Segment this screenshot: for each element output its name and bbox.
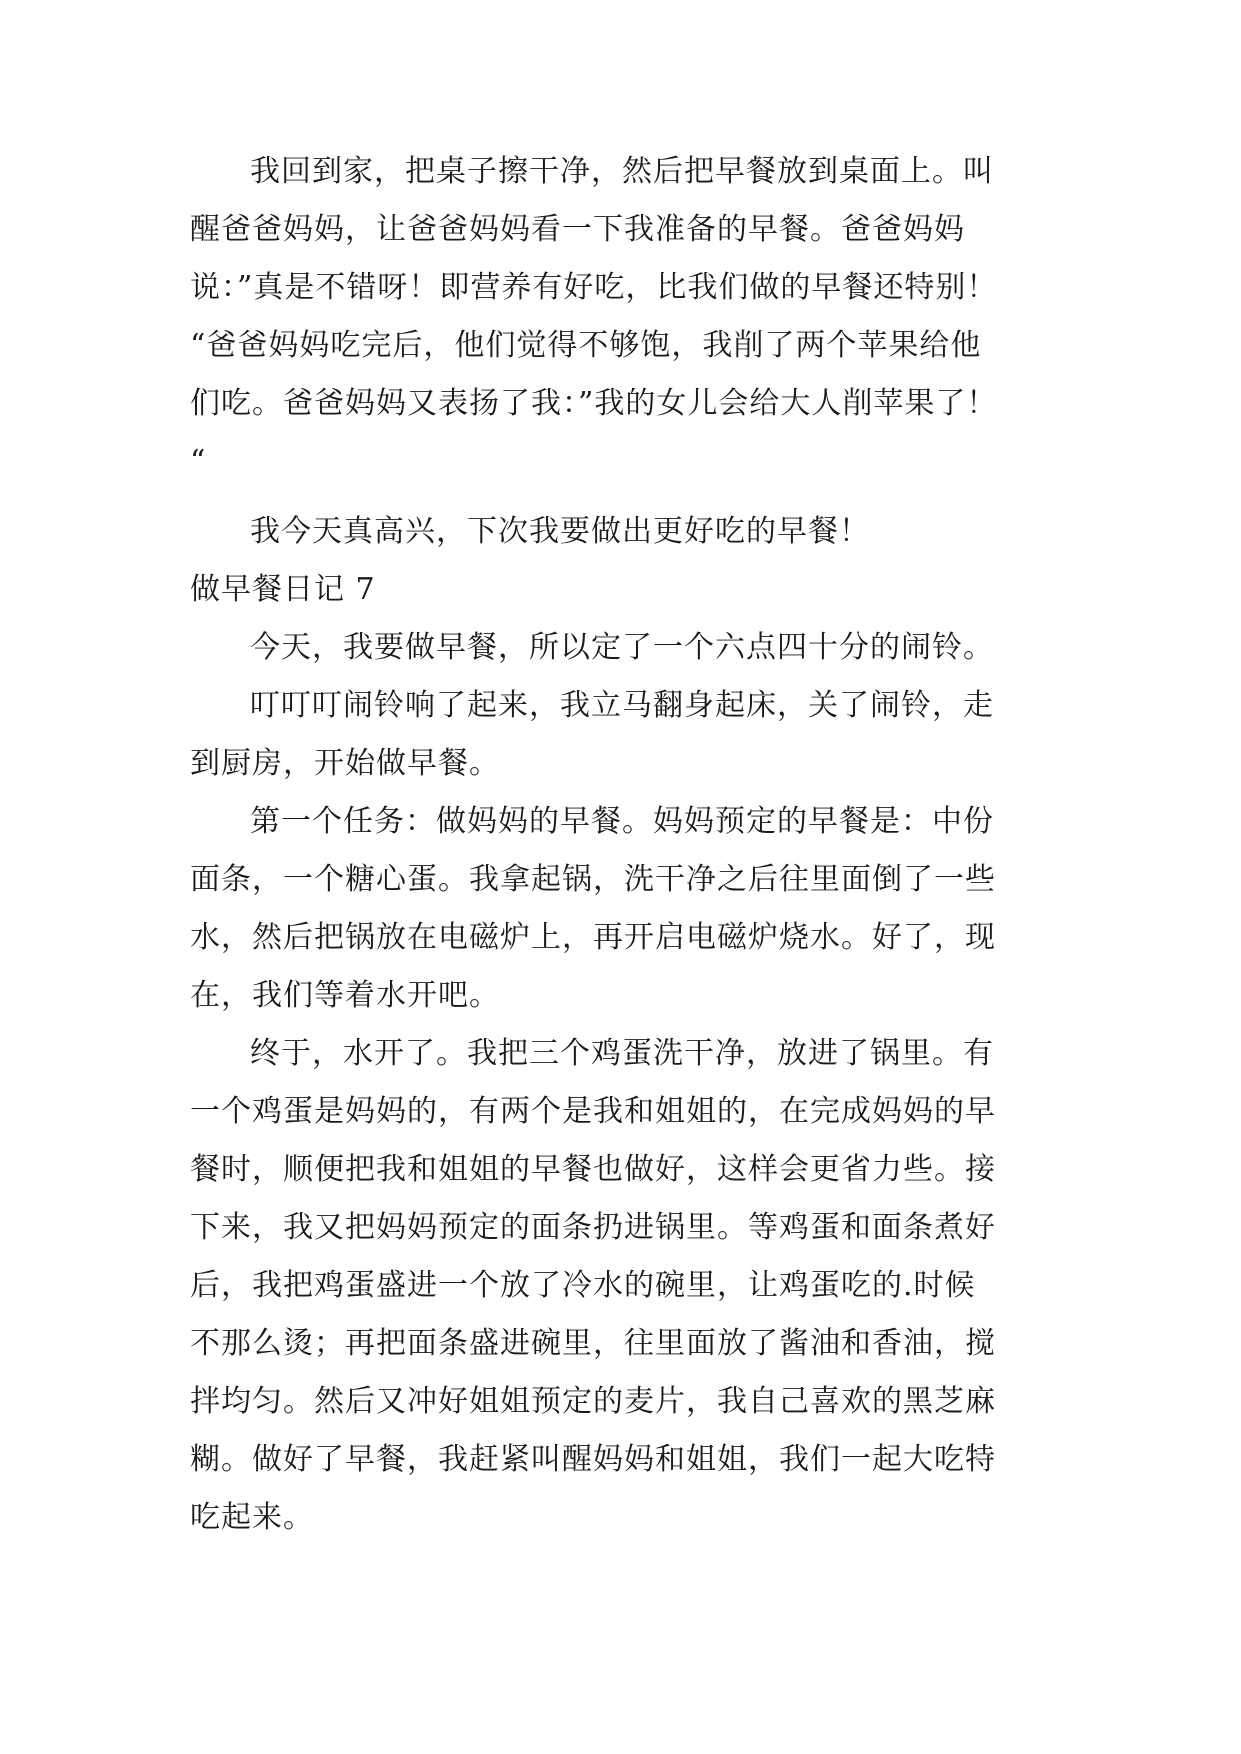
text-line: 面条，一个糖心蛋。我拿起锅，洗干净之后往里面倒了一些 bbox=[190, 862, 996, 897]
text-line: 吃起来。 bbox=[190, 1500, 314, 1535]
text-line: “爸爸妈妈吃完后，他们觉得不够饱，我削了两个苹果给他 bbox=[190, 328, 982, 363]
text-line: 我今天真高兴，下次我要做出更好吃的早餐！ bbox=[250, 514, 870, 549]
text-line: 第一个任务：做妈妈的早餐。妈妈预定的早餐是：中份 bbox=[250, 804, 994, 839]
text-line: 下来，我又把妈妈预定的面条扔进锅里。等鸡蛋和面条煮好 bbox=[190, 1210, 996, 1245]
text-line: 在，我们等着水开吧。 bbox=[190, 978, 500, 1013]
text-line: 拌均匀。然后又冲好姐姐预定的麦片，我自己喜欢的黑芝麻 bbox=[190, 1384, 996, 1419]
text-line: 后，我把鸡蛋盛进一个放了冷水的碗里，让鸡蛋吃的.时候 bbox=[190, 1268, 976, 1303]
text-line: 一个鸡蛋是妈妈的，有两个是我和姐姐的，在完成妈妈的早 bbox=[190, 1094, 996, 1129]
text-line: 终于，水开了。我把三个鸡蛋洗干净，放进了锅里。有 bbox=[250, 1036, 994, 1071]
text-line: 今天，我要做早餐，所以定了一个六点四十分的闹铃。 bbox=[250, 630, 994, 665]
text-line: 到厨房，开始做早餐。 bbox=[190, 746, 500, 781]
section-heading: 做早餐日记 7 bbox=[190, 572, 376, 607]
text-line: 不那么烫；再把面条盛进碗里，往里面放了酱油和香油，搅 bbox=[190, 1326, 996, 1361]
text-line: 餐时，顺便把我和姐姐的早餐也做好，这样会更省力些。接 bbox=[190, 1152, 996, 1187]
text-line: 糊。做好了早餐，我赶紧叫醒妈妈和姐姐，我们一起大吃特 bbox=[190, 1442, 996, 1477]
text-line: “ bbox=[190, 444, 207, 479]
text-line: 们吃。爸爸妈妈又表扬了我：”我的女儿会给大人削苹果了！ bbox=[190, 386, 998, 421]
text-line: 我回到家，把桌子擦干净，然后把早餐放到桌面上。叫 bbox=[250, 154, 994, 189]
text-line: 说：”真是不错呀！即营养有好吃，比我们做的早餐还特别！ bbox=[190, 270, 998, 305]
text-line: 叮叮叮闹铃响了起来，我立马翻身起床，关了闹铃，走 bbox=[250, 688, 994, 723]
text-line: 醒爸爸妈妈，让爸爸妈妈看一下我准备的早餐。爸爸妈妈 bbox=[190, 212, 965, 247]
text-line: 水，然后把锅放在电磁炉上，再开启电磁炉烧水。好了，现 bbox=[190, 920, 996, 955]
